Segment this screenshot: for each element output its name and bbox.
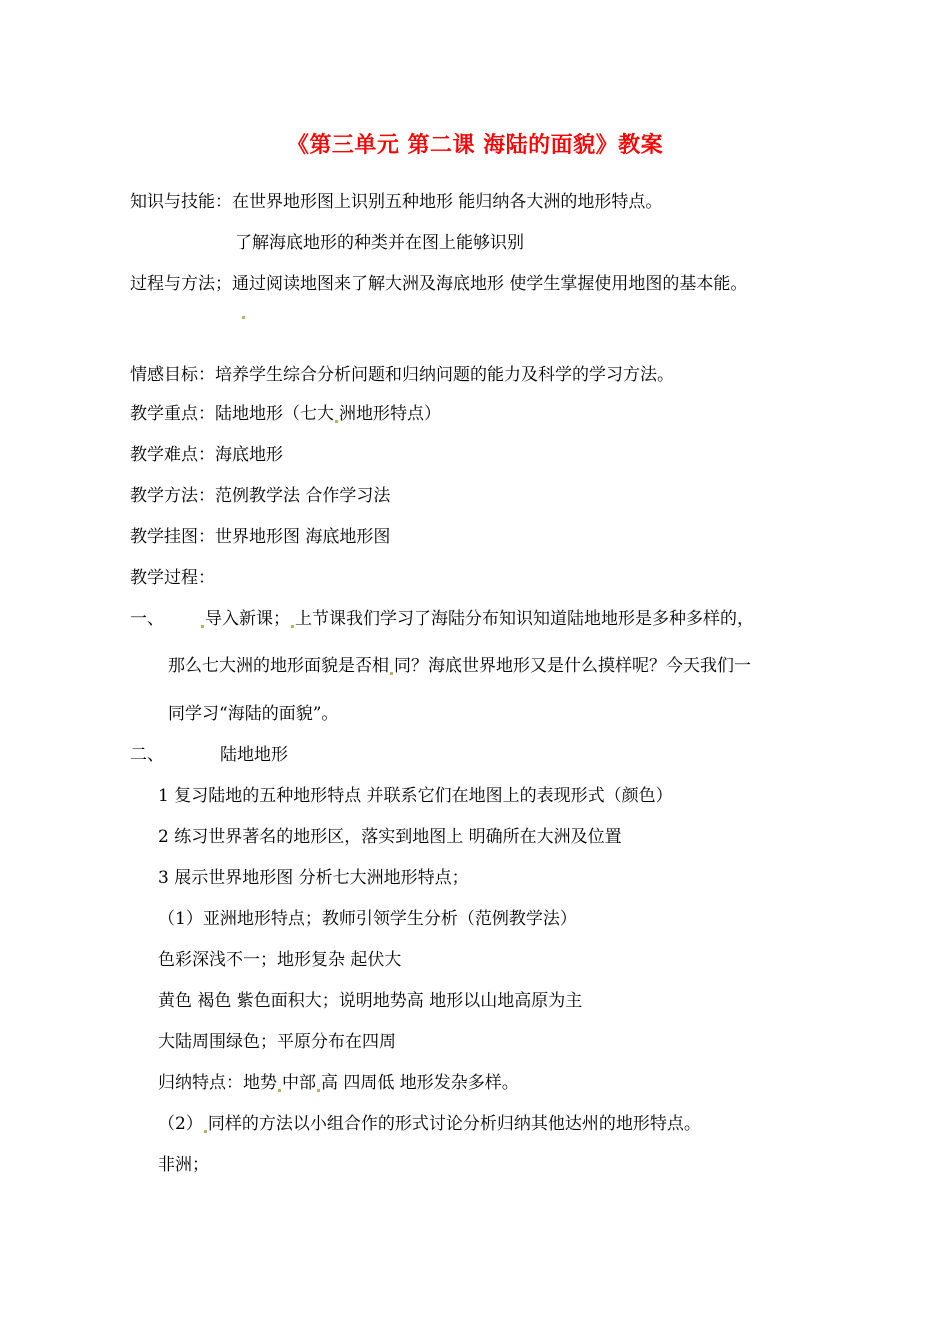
section-1-line-2 (168, 654, 751, 678)
sub-section-2-num: （2） (158, 1114, 203, 1134)
marker-dot (291, 625, 294, 628)
sub-section-2-text: 同样的方法以小组合作的形式讨论分析归纳其他达州的地形特点。 (207, 1114, 701, 1134)
asia-summary (158, 1071, 519, 1095)
emotion-text: 培养学生综合分析问题和归纳问题的能力及科学的学习方法。 (215, 365, 674, 385)
section-1-line-1 (200, 607, 754, 631)
knowledge-line (130, 190, 662, 214)
marker-dot (390, 672, 393, 675)
section-2-item-3: 3 展示世界地形图 分析七大洲地形特点； (158, 868, 469, 888)
process-line (130, 272, 747, 296)
key-point-text-b: 洲地形特点） (339, 404, 441, 424)
emotion-label: 情感目标： (130, 365, 215, 385)
process-heading: 教学过程： (130, 568, 215, 588)
section-2-item-1: 1 复习陆地的五种地形特点 并联系它们在地图上的表现形式（颜色） (158, 786, 673, 806)
marker-dot (317, 1089, 320, 1092)
key-point-line (130, 402, 441, 426)
asia-heading: （1）亚洲地形特点；教师引领学生分析（范例教学法） (158, 909, 577, 929)
marker-dot (242, 316, 245, 319)
section-1-line-3: 同学习“海陆的面貌”。 (168, 704, 339, 724)
knowledge-line-2: 了解海底地形的种类并在图上能够识别 (235, 233, 524, 253)
africa-heading: 非洲； (158, 1155, 209, 1175)
section-1-line-2-b: 同？海底世界地形又是什么摸样呢？今天我们一 (394, 656, 751, 676)
knowledge-label: 知识与技能： (130, 192, 232, 212)
difficulty-label: 教学难点： (130, 445, 215, 465)
asia-summary-c: 高 四周低 地形发杂多样。 (321, 1073, 519, 1093)
marker-dot (278, 1089, 281, 1092)
method-text: 范例教学法 合作学习法 (215, 486, 391, 506)
section-2-item-2: 2 练习世界著名的地形区，落实到地图上 明确所在大洲及位置 (158, 827, 622, 847)
method-line (130, 484, 390, 508)
difficulty-line (130, 443, 283, 467)
asia-line-3: 大陆周围绿色；平原分布在四周 (158, 1032, 396, 1052)
section-1-intro: 导入新课； (205, 609, 290, 629)
asia-line-1: 色彩深浅不一；地形复杂 起伏大 (158, 950, 402, 970)
sub-section-2 (158, 1112, 701, 1136)
emotion-line (130, 363, 674, 387)
section-2-heading: 陆地地形 (220, 745, 288, 765)
marker-dot (204, 1130, 207, 1133)
section-2-number: 二、 (130, 745, 164, 765)
asia-summary-a: 归纳特点：地势 (158, 1073, 277, 1093)
process-label: 过程与方法； (130, 274, 232, 294)
marker-dot (201, 625, 204, 628)
section-1-text: 上节课我们学习了海陆分布知识知道陆地地形是多种多样的， (295, 609, 754, 629)
method-label: 教学方法： (130, 486, 215, 506)
asia-line-2: 黄色 褐色 紫色面积大；说明地势高 地形以山地高原为主 (158, 991, 583, 1011)
section-1-number: 一、 (130, 609, 164, 629)
charts-line (130, 525, 390, 549)
marker-dot (335, 420, 338, 423)
asia-summary-b: 中部 (282, 1073, 316, 1093)
difficulty-text: 海底地形 (215, 445, 283, 465)
key-point-text-a: 陆地地形（七大 (215, 404, 334, 424)
charts-label: 教学挂图： (130, 527, 215, 547)
charts-text: 世界地形图 海底地形图 (215, 527, 391, 547)
document-title: 《第三单元 第二课 海陆的面貌》教案 (286, 132, 664, 158)
key-point-label: 教学重点： (130, 404, 215, 424)
section-1-line-2-a: 那么七大洲的地形面貌是否相 (168, 656, 389, 676)
knowledge-text: 在世界地形图上识别五种地形 能归纳各大洲的地形特点。 (232, 192, 663, 212)
process-text: 通过阅读地图来了解大洲及海底地形 使学生掌握使用地图的基本能。 (232, 274, 748, 294)
